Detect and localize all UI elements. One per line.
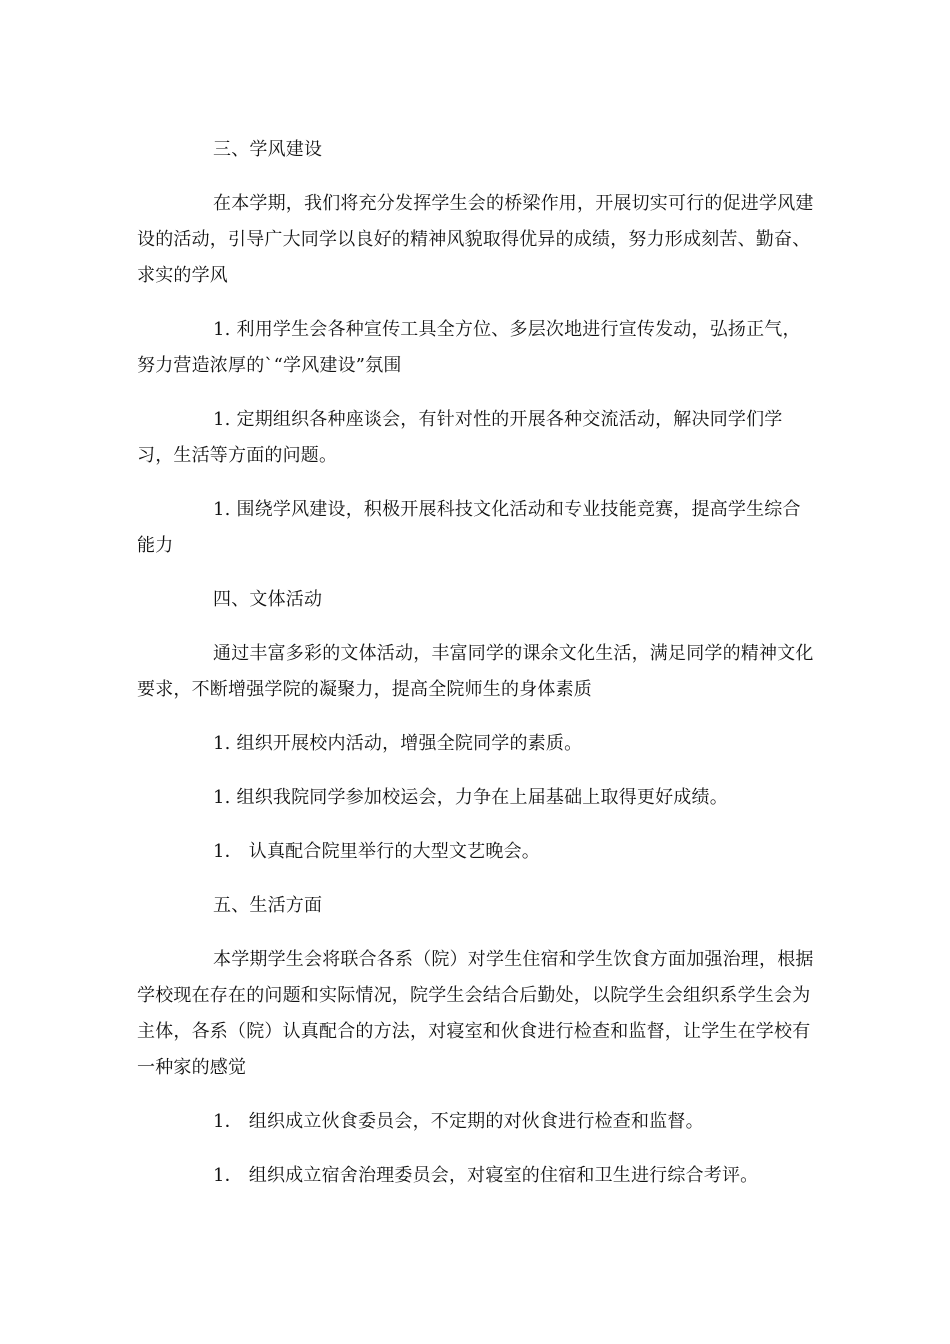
section-heading-study-style: 三、学风建设 [213, 139, 323, 160]
paragraph-study-style-intro: 在本学期，我们将充分发挥学生会的桥梁作用，开展切实可行的促进学风建设的活动，引导广大同学以良好的精神风貌取得优异的成绩，努力形成刻苦、勤奋、求实的学风 [137, 193, 814, 286]
list-item-gala: 1． 认真配合院里举行的大型文艺晚会。 [213, 841, 540, 862]
document-body [137, 132, 817, 1212]
section-heading-sports-culture: 四、文体活动 [213, 589, 323, 610]
list-item-publicity: 1. 利用学生会各种宣传工具全方位、多层次地进行宣传发动，弘扬正气，努力营造浓厚的`“学风建设”氛围 [137, 319, 801, 376]
paragraph-sports-culture-intro: 通过丰富多彩的文体活动，丰富同学的课余文化生活，满足同学的精神文化要求，不断增强学院的凝聚力，提高全院师生的身体素质 [137, 643, 814, 700]
section-heading-living: 五、生活方面 [213, 895, 323, 916]
list-item-campus-activities: 1. 组织开展校内活动，增强全院同学的素质。 [213, 733, 583, 754]
list-item-food-committee: 1． 组织成立伙食委员会，不定期的对伙食进行检查和监督。 [213, 1111, 704, 1132]
paragraph-living-intro: 本学期学生会将联合各系（院）对学生住宿和学生饮食方面加强治理，根据学校现在存在的问题和实际情况，院学生会结合后勤处，以院学生会组织系学生会为主体，各系（院）认真配合的方法，对寝室和伙食进行检查和监督，让学生在学校有一种家的感觉 [137, 949, 814, 1078]
list-item-dorm-committee: 1． 组织成立宿舍治理委员会，对寝室的住宿和卫生进行综合考评。 [213, 1165, 759, 1186]
list-item-sports-meet: 1. 组织我院同学参加校运会，力争在上届基础上取得更好成绩。 [213, 787, 728, 808]
list-item-seminars: 1. 定期组织各种座谈会，有针对性的开展各种交流活动，解决同学们学习，生活等方面的问题。 [137, 409, 783, 466]
list-item-competitions: 1. 围绕学风建设，积极开展科技文化活动和专业技能竞赛，提高学生综合能力 [137, 499, 801, 556]
